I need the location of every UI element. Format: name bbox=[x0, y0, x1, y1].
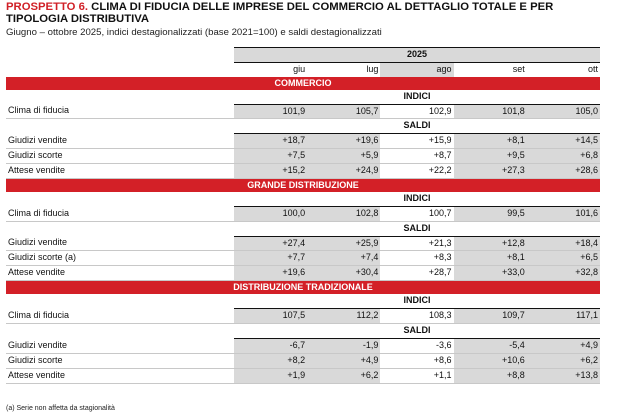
table-row bbox=[6, 251, 600, 266]
row-label: Giudizi vendite bbox=[6, 338, 234, 353]
footnote: (a) Serie non affetta da stagionalità bbox=[6, 405, 115, 412]
month-header: lug bbox=[366, 63, 379, 74]
value-cell: +8,6 bbox=[380, 353, 453, 368]
value-cell: +27,4 bbox=[234, 236, 307, 251]
value-cell: +24,9 bbox=[307, 164, 380, 179]
value-cell: +6,5 bbox=[527, 251, 600, 266]
value-cell: +28,6 bbox=[527, 164, 600, 179]
value-cell: +1,9 bbox=[234, 368, 307, 383]
group-header-spacer bbox=[6, 119, 234, 134]
table-row bbox=[6, 236, 600, 251]
value-cell: +15,9 bbox=[380, 134, 453, 149]
table-row bbox=[6, 149, 600, 164]
row-label: Giudizi vendite bbox=[6, 134, 234, 149]
value-cell: 102,9 bbox=[380, 104, 453, 119]
value-cell: +8,2 bbox=[234, 353, 307, 368]
group-header: INDICI bbox=[234, 192, 600, 206]
value-cell: +9,5 bbox=[454, 149, 527, 164]
value-cell: 117,1 bbox=[527, 308, 600, 323]
month-header-spacer bbox=[6, 62, 234, 76]
confidence-table bbox=[6, 47, 600, 384]
value-cell: +8,8 bbox=[454, 368, 527, 383]
row-label: Attese vendite bbox=[6, 368, 234, 383]
row-label: Clima di fiducia bbox=[6, 206, 234, 221]
month-header: giu bbox=[293, 63, 306, 74]
group-header-row bbox=[6, 119, 600, 134]
value-cell: +1,1 bbox=[380, 368, 453, 383]
value-cell: +4,9 bbox=[527, 338, 600, 353]
value-cell: +8,3 bbox=[380, 251, 453, 266]
value-cell: +7,4 bbox=[307, 251, 380, 266]
table-title bbox=[6, 1, 618, 25]
table-row bbox=[6, 368, 600, 383]
year-header-spacer bbox=[6, 48, 234, 63]
section-header: DISTRIBUZIONE TRADIZIONALE bbox=[6, 281, 600, 294]
month-header: ago bbox=[380, 62, 453, 76]
row-label: Giudizi scorte bbox=[6, 353, 234, 368]
value-cell: 101,8 bbox=[454, 104, 527, 119]
row-label: Clima di fiducia bbox=[6, 308, 234, 323]
table-row bbox=[6, 353, 600, 368]
value-cell: +32,8 bbox=[527, 266, 600, 281]
table-row bbox=[6, 104, 600, 119]
section-header: GRANDE DISTRIBUZIONE bbox=[6, 179, 600, 192]
value-cell: +18,4 bbox=[527, 236, 600, 251]
value-cell: +6,2 bbox=[527, 353, 600, 368]
value-cell: 105,0 bbox=[527, 104, 600, 119]
value-cell: -5,4 bbox=[454, 338, 527, 353]
value-cell: +8,1 bbox=[454, 134, 527, 149]
table-row bbox=[6, 164, 600, 179]
group-header-spacer bbox=[6, 221, 234, 236]
group-header-row bbox=[6, 323, 600, 338]
value-cell: +14,5 bbox=[527, 134, 600, 149]
value-cell: 108,3 bbox=[380, 308, 453, 323]
value-cell: 105,7 bbox=[307, 104, 380, 119]
month-header-row bbox=[6, 62, 600, 76]
value-cell: 109,7 bbox=[454, 308, 527, 323]
value-cell: +19,6 bbox=[307, 134, 380, 149]
value-cell: +33,0 bbox=[454, 266, 527, 281]
row-label: Giudizi scorte bbox=[6, 149, 234, 164]
value-cell: 102,8 bbox=[307, 206, 380, 221]
value-cell: +12,8 bbox=[454, 236, 527, 251]
row-label: Attese vendite bbox=[6, 164, 234, 179]
month-header: set bbox=[512, 63, 525, 74]
group-header-row bbox=[6, 294, 600, 308]
value-cell: +19,6 bbox=[234, 266, 307, 281]
value-cell: 99,5 bbox=[454, 206, 527, 221]
value-cell: +27,3 bbox=[454, 164, 527, 179]
section-header-row bbox=[6, 179, 600, 192]
value-cell: 100,0 bbox=[234, 206, 307, 221]
year-header: 2025 bbox=[234, 48, 600, 63]
table-subtitle: Giugno – ottobre 2025, indici destagionalizzati (base 2021=100) e saldi destagionalizzati bbox=[6, 27, 382, 38]
value-cell: -1,9 bbox=[307, 338, 380, 353]
value-cell: +18,7 bbox=[234, 134, 307, 149]
group-header-row bbox=[6, 192, 600, 206]
value-cell: +25,9 bbox=[307, 236, 380, 251]
group-header: SALDI bbox=[234, 323, 600, 338]
group-header-row bbox=[6, 90, 600, 104]
value-cell: +21,3 bbox=[380, 236, 453, 251]
value-cell: 112,2 bbox=[307, 308, 380, 323]
row-label: Attese vendite bbox=[6, 266, 234, 281]
value-cell: +5,9 bbox=[307, 149, 380, 164]
group-header: SALDI bbox=[234, 119, 600, 134]
value-cell: +28,7 bbox=[380, 266, 453, 281]
year-header-row bbox=[6, 48, 600, 63]
group-header-spacer bbox=[6, 323, 234, 338]
value-cell: +8,1 bbox=[454, 251, 527, 266]
value-cell: +7,5 bbox=[234, 149, 307, 164]
table-row bbox=[6, 308, 600, 323]
value-cell: +22,2 bbox=[380, 164, 453, 179]
value-cell: +6,2 bbox=[307, 368, 380, 383]
table-row bbox=[6, 206, 600, 221]
value-cell: 101,6 bbox=[527, 206, 600, 221]
value-cell: 101,9 bbox=[234, 104, 307, 119]
value-cell: 107,5 bbox=[234, 308, 307, 323]
table-number: PROSPETTO 6. bbox=[6, 1, 89, 13]
value-cell: -3,6 bbox=[380, 338, 453, 353]
value-cell: +8,7 bbox=[380, 149, 453, 164]
section-header: COMMERCIO bbox=[6, 77, 600, 90]
group-header-spacer bbox=[6, 192, 234, 206]
month-header: ott bbox=[587, 63, 598, 74]
value-cell: +30,4 bbox=[307, 266, 380, 281]
value-cell: -6,7 bbox=[234, 338, 307, 353]
value-cell: +7,7 bbox=[234, 251, 307, 266]
value-cell: +15,2 bbox=[234, 164, 307, 179]
group-header: INDICI bbox=[234, 294, 600, 308]
table-row bbox=[6, 338, 600, 353]
value-cell: +4,9 bbox=[307, 353, 380, 368]
group-header: SALDI bbox=[234, 221, 600, 236]
row-label: Giudizi scorte (a) bbox=[6, 251, 234, 266]
row-label: Giudizi vendite bbox=[6, 236, 234, 251]
group-header: INDICI bbox=[234, 90, 600, 104]
row-label: Clima di fiducia bbox=[6, 104, 234, 119]
table-row bbox=[6, 266, 600, 281]
value-cell: +13,8 bbox=[527, 368, 600, 383]
section-header-row bbox=[6, 281, 600, 294]
value-cell: 100,7 bbox=[380, 206, 453, 221]
confidence-table-body bbox=[6, 48, 600, 384]
section-header-row bbox=[6, 77, 600, 90]
table-row bbox=[6, 134, 600, 149]
group-header-spacer bbox=[6, 90, 234, 104]
table-title-text: CLIMA DI FIDUCIA DELLE IMPRESE DEL COMMERCIO AL DETTAGLIO TOTALE E PER TIPOLOGIA DISTRIBUTIVA bbox=[6, 1, 554, 25]
value-cell: +10,6 bbox=[454, 353, 527, 368]
value-cell: +6,8 bbox=[527, 149, 600, 164]
group-header-spacer bbox=[6, 294, 234, 308]
group-header-row bbox=[6, 221, 600, 236]
